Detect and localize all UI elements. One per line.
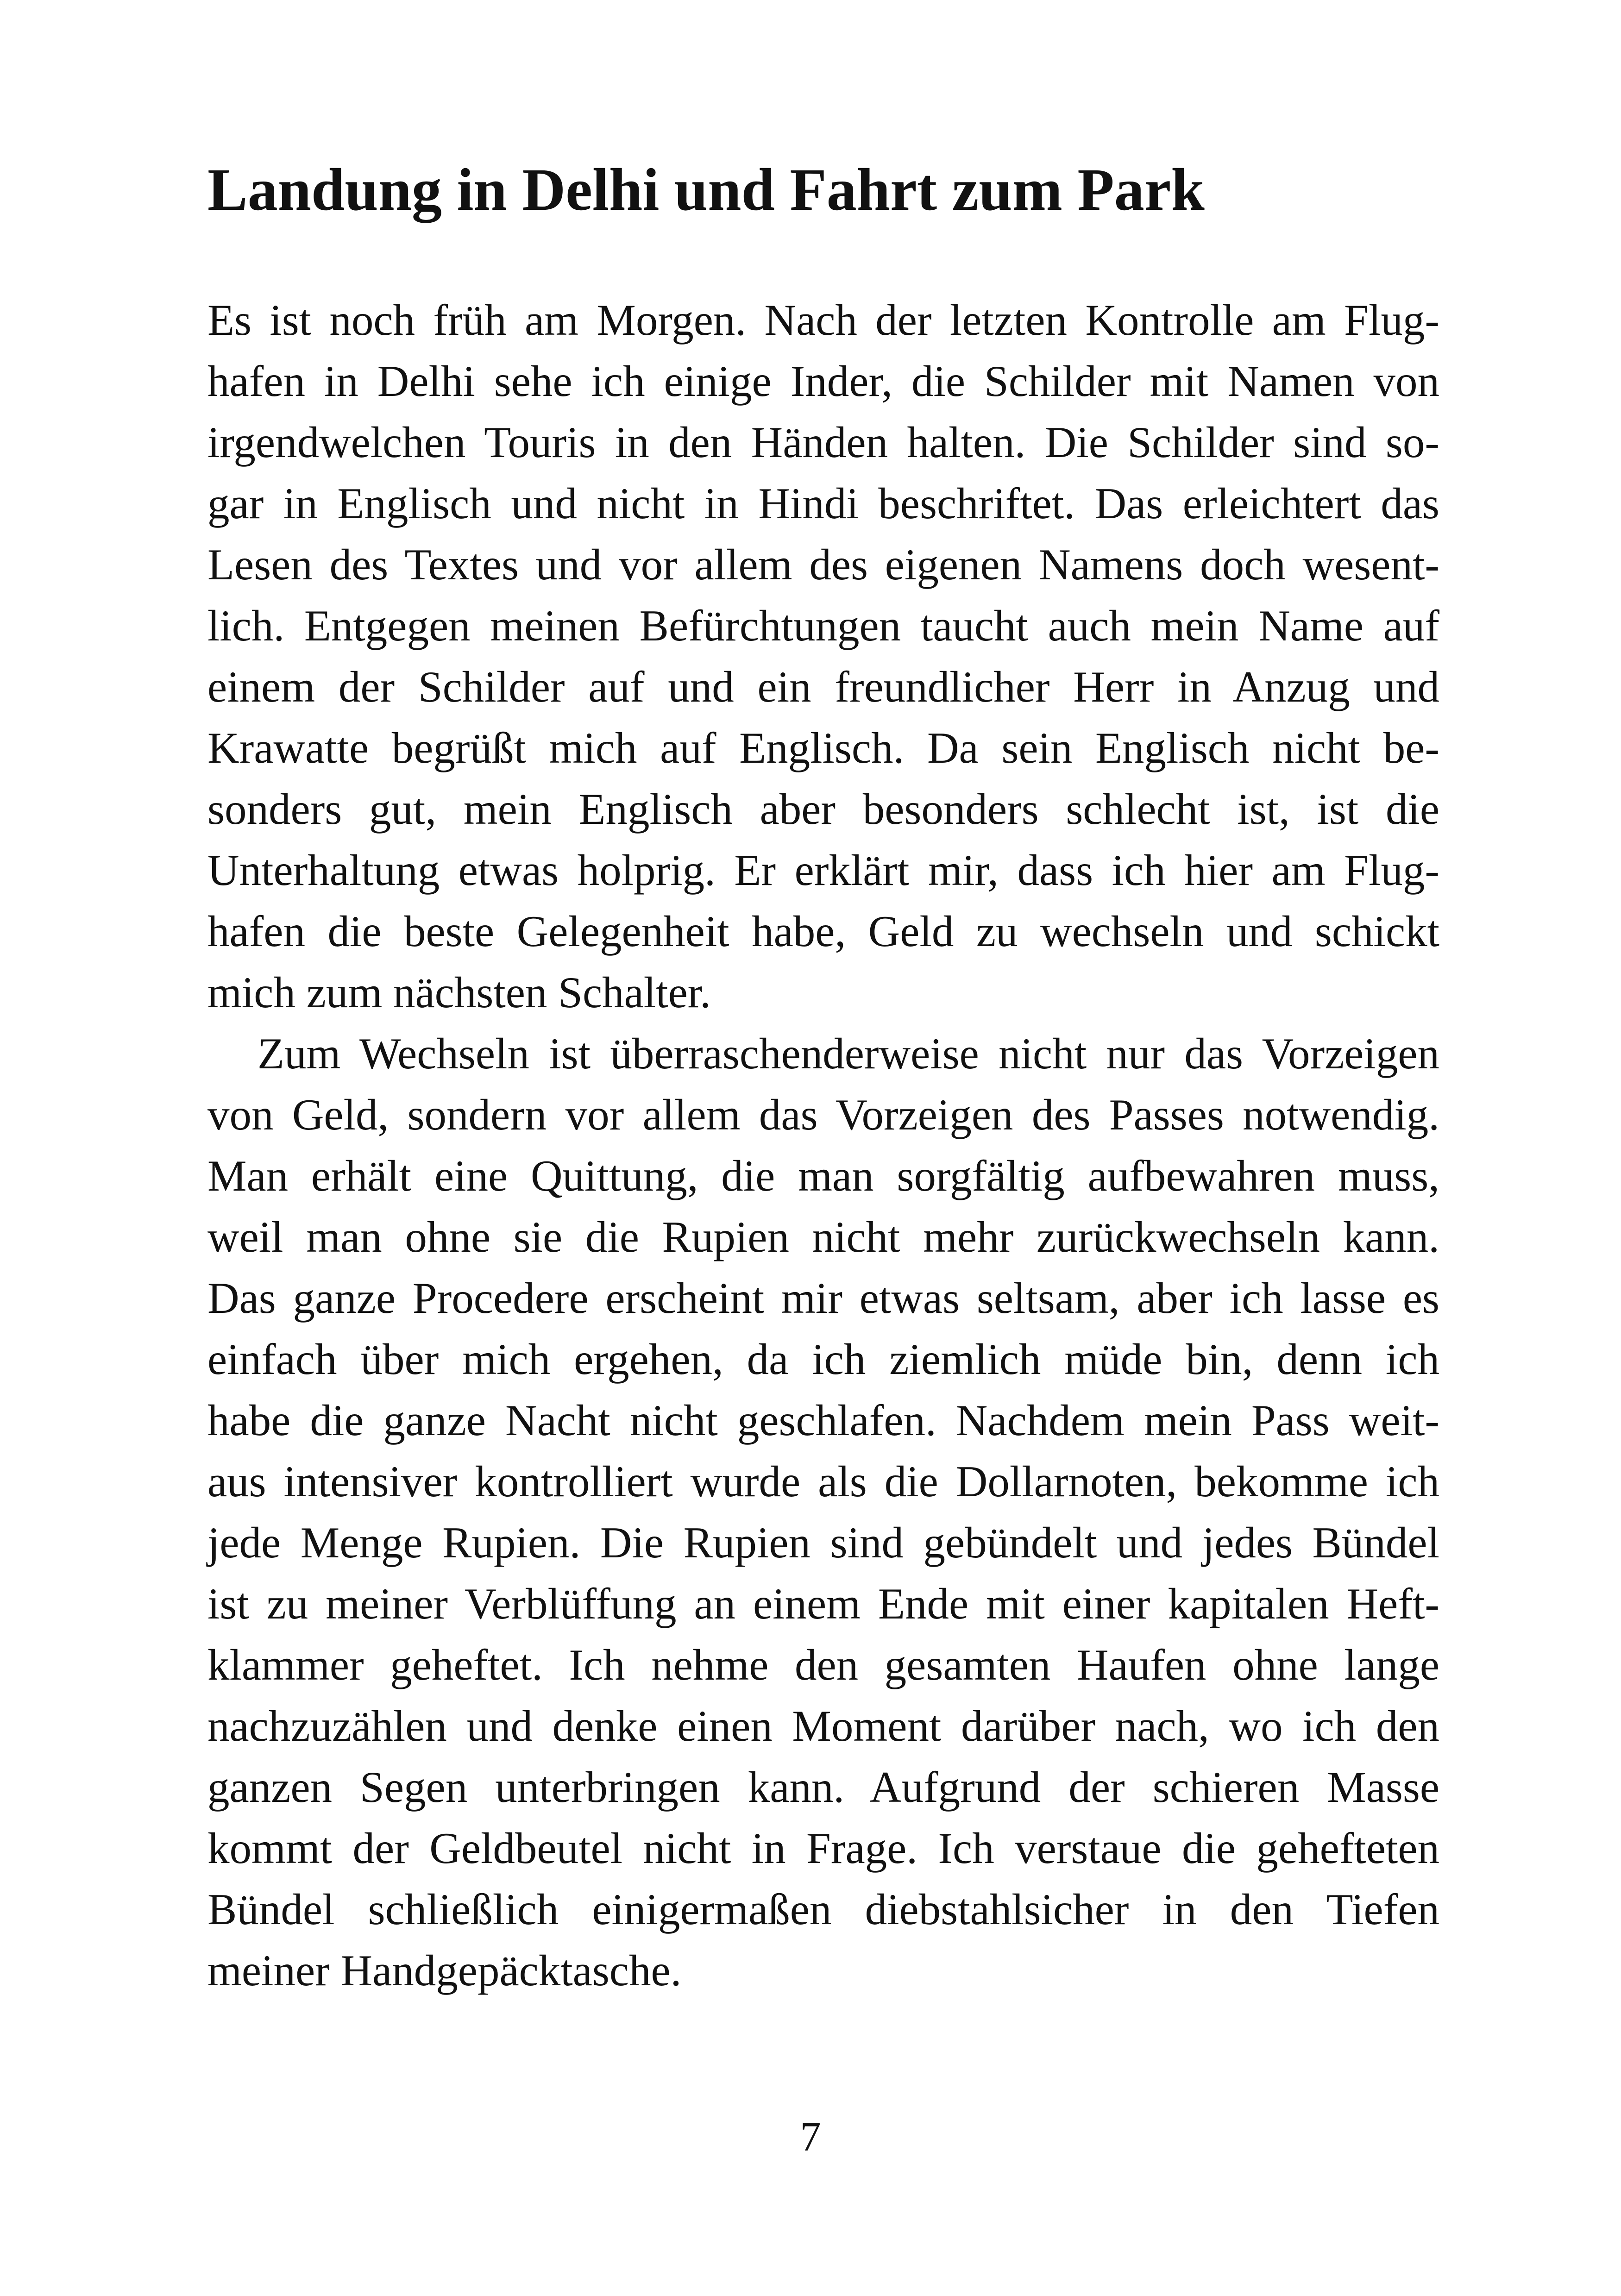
text-line: Zum Wechseln ist überraschenderweise nicht nur das Vorzeigen xyxy=(258,1029,1439,1078)
text-line: Man erhält eine Quittung, die man sorgfältig aufbewahren muss, xyxy=(207,1151,1439,1200)
page-number: 7 xyxy=(800,2114,821,2160)
text-line: ist zu meiner Verblüffung an einem Ende mit einer kapitalen Heft- xyxy=(207,1579,1439,1628)
text-line: nachzuzählen und denke einen Moment darüber nach, wo ich den xyxy=(207,1701,1439,1750)
text-line: hafen die beste Gelegenheit habe, Geld zu wechseln und schickt xyxy=(207,907,1439,956)
text-line: ganzen Segen unterbringen kann. Aufgrund der schieren Masse xyxy=(207,1763,1439,1812)
text-line: jede Menge Rupien. Die Rupien sind gebündelt und jedes Bündel xyxy=(207,1518,1439,1567)
text-line: hafen in Delhi sehe ich einige Inder, die Schilder mit Namen von xyxy=(207,357,1439,406)
text-line: Bündel schließlich einigermaßen diebstahlsicher in den Tiefen xyxy=(207,1885,1439,1934)
text-line: lich. Entgegen meinen Befürchtungen taucht auch mein Name auf xyxy=(207,601,1439,650)
text-line: weil man ohne sie die Rupien nicht mehr zurückwechseln kann. xyxy=(207,1212,1439,1261)
text-line: irgendwelchen Touris in den Händen halten. Die Schilder sind so- xyxy=(207,418,1439,467)
text-line: sonders gut, mein Englisch aber besonders schlecht ist, ist die xyxy=(207,784,1439,834)
text-line: einfach über mich ergehen, da ich ziemlich müde bin, denn ich xyxy=(207,1335,1439,1384)
paragraph-2 xyxy=(207,1023,1439,2001)
text-line: Lesen des Textes und vor allem des eigenen Namens doch wesent- xyxy=(207,540,1439,589)
text-line: gar in Englisch und nicht in Hindi beschriftet. Das erleichtert das xyxy=(207,479,1439,528)
paragraph-1 xyxy=(207,289,1439,1023)
text-line: mich zum nächsten Schalter. xyxy=(207,968,711,1017)
text-line: Es ist noch früh am Morgen. Nach der letzten Kontrolle am Flug- xyxy=(207,295,1439,345)
text-line: meiner Handgepäcktasche. xyxy=(207,1946,682,1995)
text-line: Krawatte begrüßt mich auf Englisch. Da sein Englisch nicht be- xyxy=(207,723,1439,772)
text-line: habe die ganze Nacht nicht geschlafen. Nachdem mein Pass weit- xyxy=(207,1396,1439,1445)
text-line: einem der Schilder auf und ein freundlicher Herr in Anzug und xyxy=(207,662,1439,711)
text-line: Das ganze Procedere erscheint mir etwas seltsam, aber ich lasse es xyxy=(207,1273,1439,1323)
chapter-title: Landung in Delhi und Fahrt zum Park xyxy=(207,157,1205,223)
body-text xyxy=(207,289,1439,2001)
text-line: kommt der Geldbeutel nicht in Frage. Ich verstaue die gehefteten xyxy=(207,1824,1439,1873)
text-line: klammer geheftet. Ich nehme den gesamten Haufen ohne lange xyxy=(207,1640,1439,1689)
text-line: von Geld, sondern vor allem das Vorzeigen des Passes notwendig. xyxy=(207,1090,1439,1139)
text-line: Unterhaltung etwas holprig. Er erklärt mir, dass ich hier am Flug- xyxy=(207,846,1439,895)
text-line: aus intensiver kontrolliert wurde als die Dollarnoten, bekomme ich xyxy=(207,1457,1439,1506)
